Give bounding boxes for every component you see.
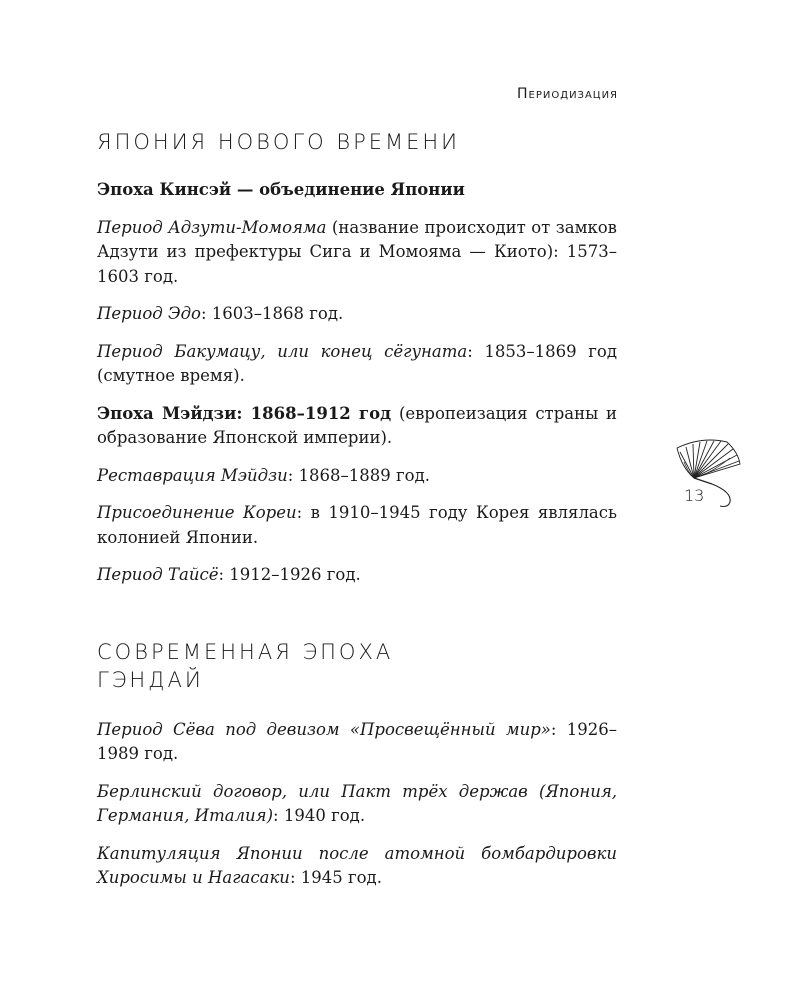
section-title-line-2: ГЭНДАЙ: [97, 667, 204, 692]
section-title-line-1: СОВРЕМЕННАЯ ЭПОХА: [97, 639, 394, 664]
running-head: Периодизация: [517, 86, 618, 102]
text-run: Период Сёва под девизом «Просвещённый мир»: [97, 719, 551, 739]
section-title-contemporary: [97, 638, 617, 694]
text-run: : 1603–1868 год.: [201, 304, 344, 323]
text-run: : 1853–1869 год (смутное время).: [97, 341, 617, 385]
text-run: Эпоха Мэйдзи: 1868–1912 год: [97, 403, 392, 423]
paragraph: [97, 563, 617, 588]
text-run: (название происходит от замков Адзути из префектуры Сига и Момояма — Киото): 1573–1603 год.: [97, 217, 617, 286]
paragraph: [97, 178, 617, 203]
section-title-modern-japan: [97, 128, 617, 156]
page-number: 13: [684, 486, 705, 505]
text-run: (европеизация страны и образование Японской империи).: [97, 403, 617, 447]
section-title-text: ЯПОНИЯ НОВОГО ВРЕМЕНИ: [97, 130, 461, 154]
paragraph: [97, 402, 617, 451]
text-run: : 1912–1926 год.: [218, 565, 361, 584]
paragraph: [97, 340, 617, 389]
paragraph: [97, 216, 617, 290]
text-run: Период Бакумацу, или конец сёгуната: [97, 341, 468, 361]
folding-fan-icon: [672, 438, 744, 512]
paragraph: [97, 780, 617, 829]
paragraph: [97, 718, 617, 767]
text-run: : 1926–1989 год.: [97, 719, 617, 763]
text-run: Период Тайсё: [97, 565, 219, 584]
paragraph: [97, 842, 617, 891]
text-run: Капитуляция Японии после атомной бомбардировки Хиросимы и Нагасаки: [97, 843, 617, 887]
paragraph: [97, 464, 617, 489]
paragraph: [97, 302, 617, 327]
text-run: Берлинский договор, или Пакт трёх держав (Япония, Германия, Италия): [97, 781, 617, 825]
text-run: : 1940 год.: [273, 806, 366, 825]
text-run: Период Адзути-Момояма: [97, 217, 327, 237]
section-contemporary-body: [97, 718, 617, 891]
text-run: : 1868–1889 год.: [287, 465, 431, 485]
text-run: : 1945 год.: [289, 868, 382, 887]
text-run: : в 1910–1945 году Корея являлась колонией Японии.: [97, 503, 617, 547]
paragraph: [97, 501, 617, 550]
page-content: [97, 128, 617, 891]
text-run: Эпоха Кинсэй — объединение Японии: [97, 180, 465, 199]
text-run: Присоединение Кореи: [97, 503, 297, 522]
text-run: Период Эдо: [97, 304, 201, 323]
section-modern-japan-body: [97, 178, 617, 588]
text-run: Реставрация Мэйдзи: [97, 465, 288, 485]
